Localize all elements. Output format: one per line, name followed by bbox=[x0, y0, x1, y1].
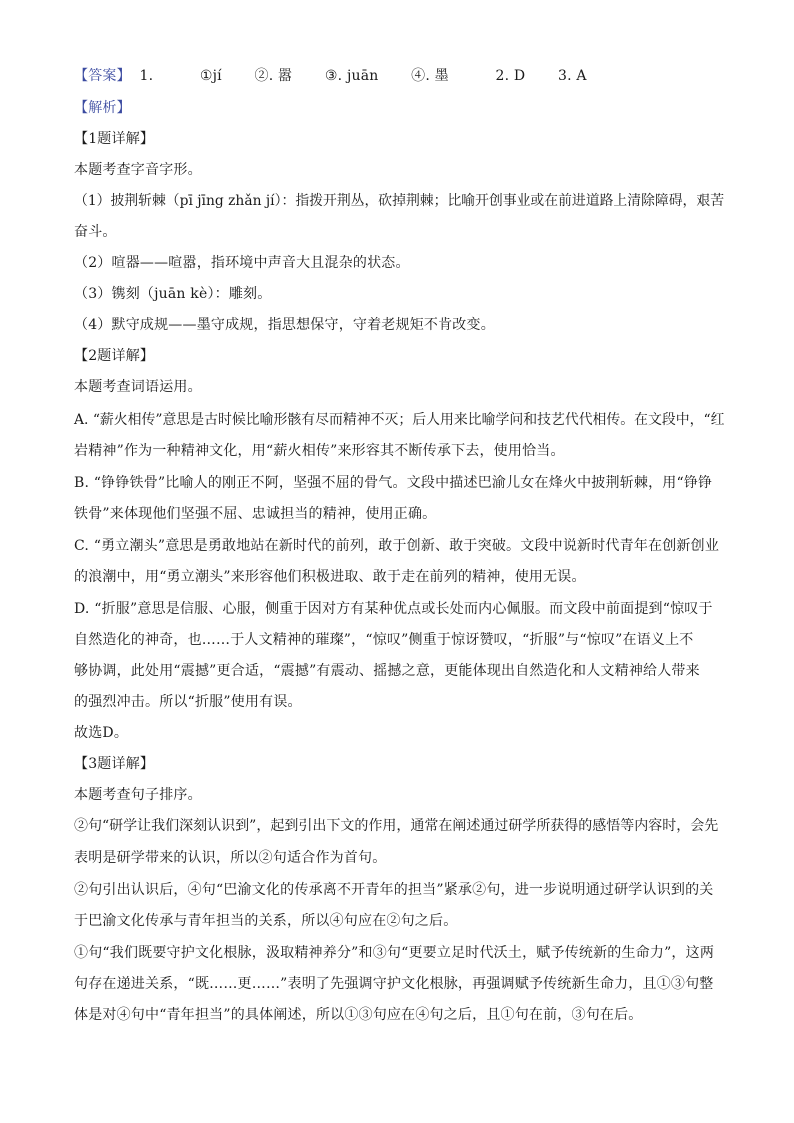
answer-item: 2. D bbox=[495, 68, 526, 84]
paragraph-line: ②句“研学让我们深刻认识到”，起到引出下文的作用，通常在阐述通过研学所获得的感悟等内容时，会先 bbox=[74, 818, 719, 834]
paragraph-line: ②句引出认识后，④句“巴渝文化的传承离不开青年的担当”紧承②句，进一步说明通过研学认识到的关 bbox=[74, 882, 714, 898]
answer-item: 3. A bbox=[557, 68, 587, 84]
paragraph-line: 本题考查句子排序。 bbox=[74, 787, 202, 803]
paragraph-line: 故选D。 bbox=[74, 725, 129, 741]
paragraph-line: D. “折服”意思是信服、心服，侧重于因对方有某种优点或长处而内心佩服。而文段中前面提到“惊叹于 bbox=[74, 601, 713, 617]
paragraph-line: 够协调，此处用“震撼”更合适，“震撼”有震动、摇撼之意，更能体现出自然造化和人文精神给人带来 bbox=[74, 663, 700, 679]
paragraph-line: 的浪潮中，用“勇立潮头”来形容他们积极进取、敢于走在前列的精神，使用无误。 bbox=[74, 569, 586, 585]
answer-item: ③. juān bbox=[324, 68, 379, 84]
answer-item: ②. 嚣 bbox=[254, 68, 293, 84]
answer-label: 【答案】 bbox=[74, 68, 131, 84]
paragraph-line: （3）镌刻（juān kè）：雕刻。 bbox=[74, 286, 272, 302]
paragraph-line: 自然造化的神奇，也……于人文精神的璀璨”，“惊叹”侧重于惊讶赞叹，“折服”与“惊叹”在语义上不 bbox=[74, 632, 694, 648]
paragraph-line: 本题考查词语运用。 bbox=[74, 379, 202, 395]
answer-line bbox=[74, 66, 724, 86]
analysis-label: 【解析】 bbox=[74, 100, 131, 116]
paragraph-line: 的强烈冲击。所以“折服”使用有误。 bbox=[74, 694, 302, 710]
section-header: 【1题详解】 bbox=[74, 131, 155, 147]
paragraph-line: 奋斗。 bbox=[74, 224, 117, 240]
paragraph-line: ①句“我们既要守护文化根脉，汲取精神养分”和③句“更要立足时代沃土，赋予传统新的生命力”，这两 bbox=[74, 945, 715, 961]
paragraph-line: （2）喧器——喧嚣，指环境中声音大且混杂的状态。 bbox=[74, 255, 410, 271]
paragraph-line: 于巴渝文化传承与青年担当的关系，所以④句应在②句之后。 bbox=[74, 913, 458, 929]
section-header: 【3题详解】 bbox=[74, 756, 155, 772]
paragraph-line: 体是对④句中“青年担当”的具体阐述，所以①③句应在④句之后，且①句在前，③句在后。 bbox=[74, 1007, 643, 1023]
paragraph-line: C. “勇立潮头”意思是勇敢地站在新时代的前列，敢于创新、敢于突破。文段中说新时代青年在创新创业 bbox=[74, 538, 720, 554]
paragraph-line: （4）默守成规——墨守成规，指思想保守，守着老规矩不肯改变。 bbox=[74, 317, 495, 333]
paragraph-line: 铁骨”来体现他们坚强不屈、忠诚担当的精神，使用正确。 bbox=[74, 506, 437, 522]
answer-item: ①jí bbox=[199, 68, 222, 84]
paragraph-line: 本题考查字音字形。 bbox=[74, 162, 202, 178]
section-header: 【2题详解】 bbox=[74, 348, 155, 364]
paragraph-line: B. “铮铮铁骨”比喻人的刚正不阿，坚强不屈的骨气。文段中描述巴渝儿女在烽火中披荆斩棘，用“铮铮 bbox=[74, 475, 713, 491]
paragraph-line: （1）披荆斩棘（pī jīng zhǎn jí）：指拨开荆丛，砍掉荆棘；比喻开创事业或在前进道路上清除障碍，艰苦 bbox=[74, 193, 725, 209]
answer-item: 1. bbox=[139, 68, 154, 84]
paragraph-line: A. “薪火相传”意思是古时候比喻形骸有尽而精神不灭；后人用来比喻学问和技艺代代相传。在文段中，“红 bbox=[74, 412, 725, 428]
paragraph-line: 表明是研学带来的认识，所以②句适合作为首句。 bbox=[74, 850, 387, 866]
paragraph-line: 岩精神”作为一种精神文化，用“薪火相传”来形容其不断传承下去，使用恰当。 bbox=[74, 443, 565, 459]
answer-item: ④. 墨 bbox=[411, 68, 449, 84]
paragraph-line: 句存在递进关系，“既……更……”表明了先强调守护文化根脉，再强调赋予传统新生命力，且①③句整 bbox=[74, 976, 714, 992]
